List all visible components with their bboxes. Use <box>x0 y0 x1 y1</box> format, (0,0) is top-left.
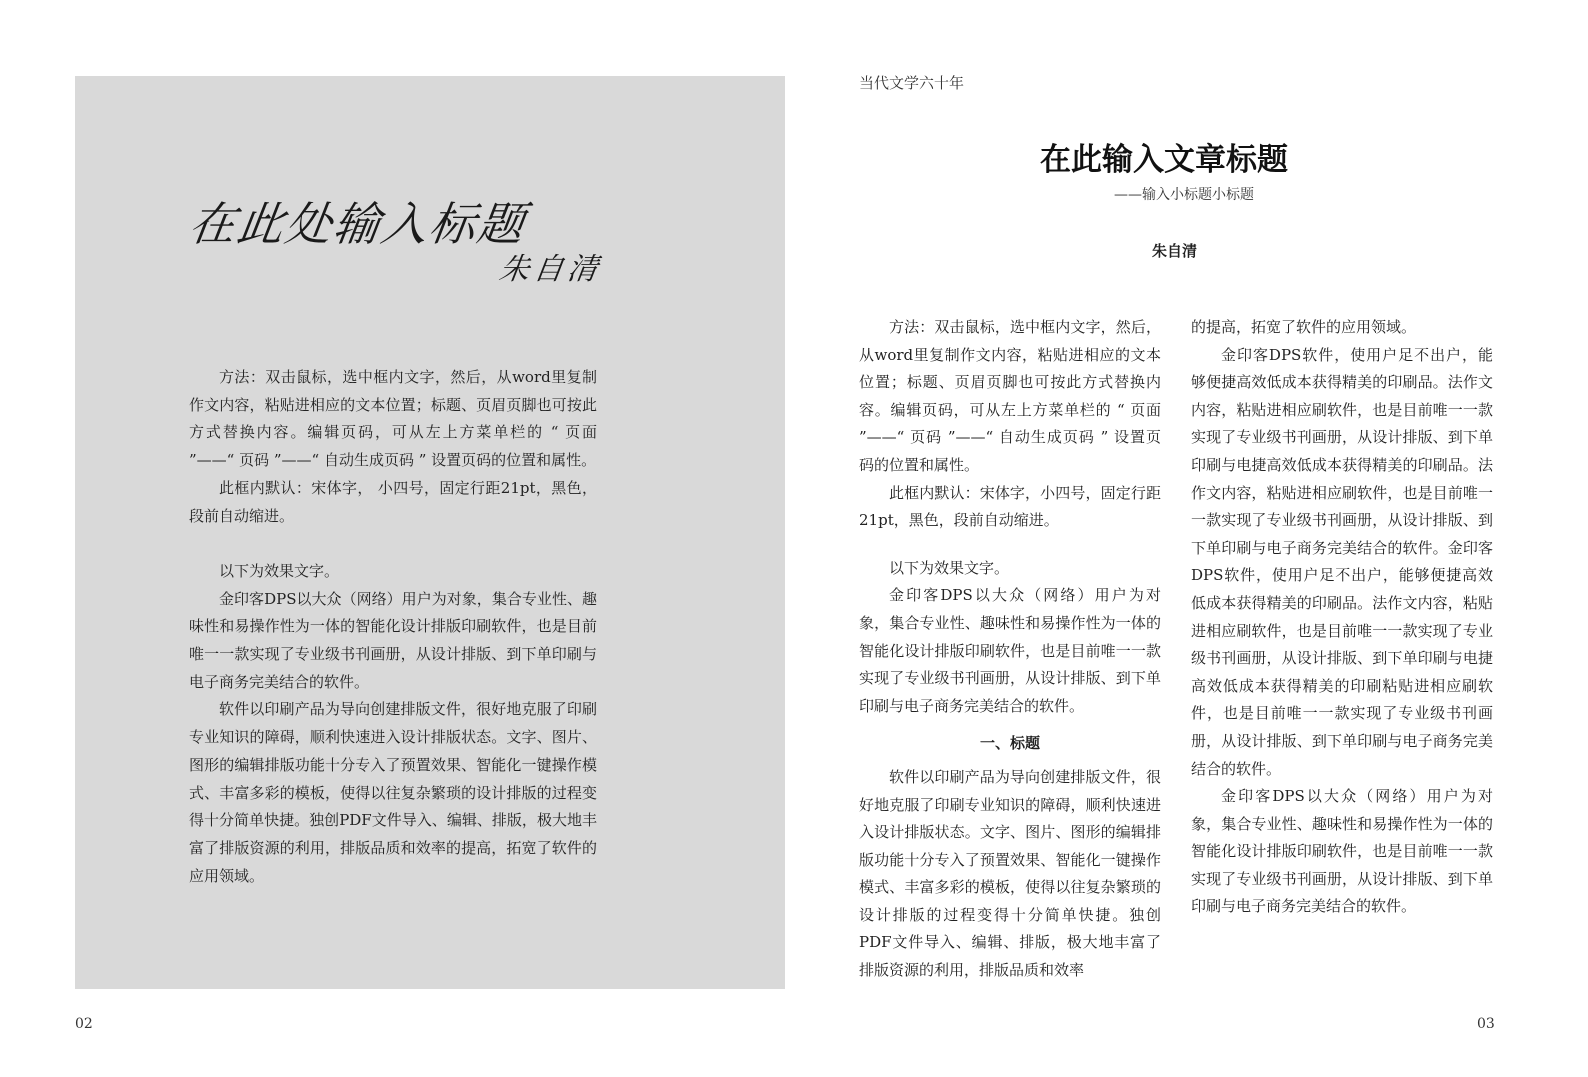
section-heading: 一、标题 <box>979 734 1040 753</box>
left-page-number: 02 <box>75 1016 93 1032</box>
left-paragraph-method: 方法：双击鼠标，选中框内文字，然后，从word里复制作文内容，粘贴进相应的文本位置；标题、页眉页脚也可按此方式替换内容。编辑页码，可从左上方菜单栏的 “ 页面 ”——“ 页码 ”——“ 自动生成页码 ” 设置页码的位置和属性。 <box>189 368 597 470</box>
left-page-body <box>189 364 597 890</box>
col2-paragraph-dps-software: 金印客DPS软件，使用户足不出户，能够便捷高效低成本获得精美的印刷品。法作文内容，粘贴进相应刷软件，也是目前唯一一款实现了专业级书刊画册，从设计排版、到下单印刷与电捷高效低成本获得精美的印刷品。法作文内容，粘贴进相应刷软件，也是目前唯一一款实现了专业级书刊画册，从设计排版、到下单印刷与电子商务完美结合的软件。金印客DPS软件，使用户足不出户，能够便捷高效低成本获得精美的印刷品。法作文内容，粘贴进相应刷软件，也是目前唯一一款实现了专业级书刊画册，从设计排版、到下单印刷与电捷高效低成本获得精美的印刷粘贴进相应刷软件，也是目前唯一一款实现了专业级书刊画册，从设计排版、到下单印刷与电子商务完美结合的软件。 <box>1191 345 1493 778</box>
col1-paragraph-software: 软件以印刷产品为导向创建排版文件，很好地克服了印刷专业知识的障碍，顺利快速进入设计排版状态。文字、图片、图形的编辑排版功能十分专入了预置效果、智能化一键操作模式、丰富多彩的模板，使得以往复杂繁琐的设计排版的过程变得十分简单快捷。独创PDF文件导入、编辑、排版，极大地丰富了排版资源的利用，排版品质和效率 <box>859 767 1161 980</box>
right-page-number: 03 <box>1477 1016 1495 1032</box>
article-column-left <box>859 314 1161 985</box>
left-page-author: 朱自清 <box>497 252 604 287</box>
running-head: 当代文学六十年 <box>859 74 965 92</box>
article-author: 朱自清 <box>1152 242 1198 260</box>
article-subtitle: ——输入小标题小标题 <box>1114 187 1254 203</box>
col2-paragraph-dps-users: 金印客DPS以大众（网络）用户为对象，集合专业性、趣味性和易操作性为一体的智能化设计排版印刷软件，也是目前唯一一款实现了专业级书刊画册，从设计排版、到下单印刷与电子商务完美结合的软件。 <box>1191 787 1493 916</box>
left-paragraph-dps: 金印客DPS以大众（网络）用户为对象，集合专业性、趣味性和易操作性为一体的智能化设计排版印刷软件，也是目前唯一一款实现了专业级书刊画册，从设计排版、到下单印刷与电子商务完美结合的软件。 <box>189 589 597 691</box>
left-paragraph-software: 软件以印刷产品为导向创建排版文件，很好地克服了印刷专业知识的障碍，顺利快速进入设计排版状态。文字、图片、图形的编辑排版功能十分专入了预置效果、智能化一键操作模式、丰富多彩的模板，使得以往复杂繁琐的设计排版的过程变得十分简单快捷。独创PDF文件导入、编辑、排版，极大地丰富了排版资源的利用，排版品质和效率的提高，拓宽了软件的应用领域。 <box>189 700 597 885</box>
left-paragraph-default: 此框内默认：宋体字， 小四号，固定行距21pt，黑色，段前自动缩进。 <box>189 478 597 525</box>
left-paragraph-effect-intro: 以下为效果文字。 <box>219 561 340 580</box>
col1-paragraph-dps: 金印客DPS以大众（网络）用户为对象，集合专业性、趣味性和易操作性为一体的智能化设计排版印刷软件，也是目前唯一一款实现了专业级书刊画册，从设计排版、到下单印刷与电子商务完美结合的软件。 <box>859 586 1161 715</box>
col1-paragraph-effect-intro: 以下为效果文字。 <box>889 558 1010 577</box>
col1-paragraph-method: 方法：双击鼠标，选中框内文字，然后，从word里复制作文内容，粘贴进相应的文本位置；标题、页眉页脚也可按此方式替换内容。编辑页码，可从左上方菜单栏的 “ 页面 ”——“ 页码 ”——“ 自动生成页码 ” 设置页码的位置和属性。 <box>859 318 1161 474</box>
left-page-title: 在此处输入标题 <box>185 197 530 251</box>
article-title: 在此输入文章标题 <box>1040 142 1288 178</box>
col1-paragraph-default: 此框内默认：宋体字，小四号，固定行距21pt，黑色，段前自动缩进。 <box>859 483 1161 530</box>
article-column-right <box>1191 314 1493 921</box>
col2-paragraph-continuation: 的提高，拓宽了软件的应用领域。 <box>1191 318 1417 336</box>
